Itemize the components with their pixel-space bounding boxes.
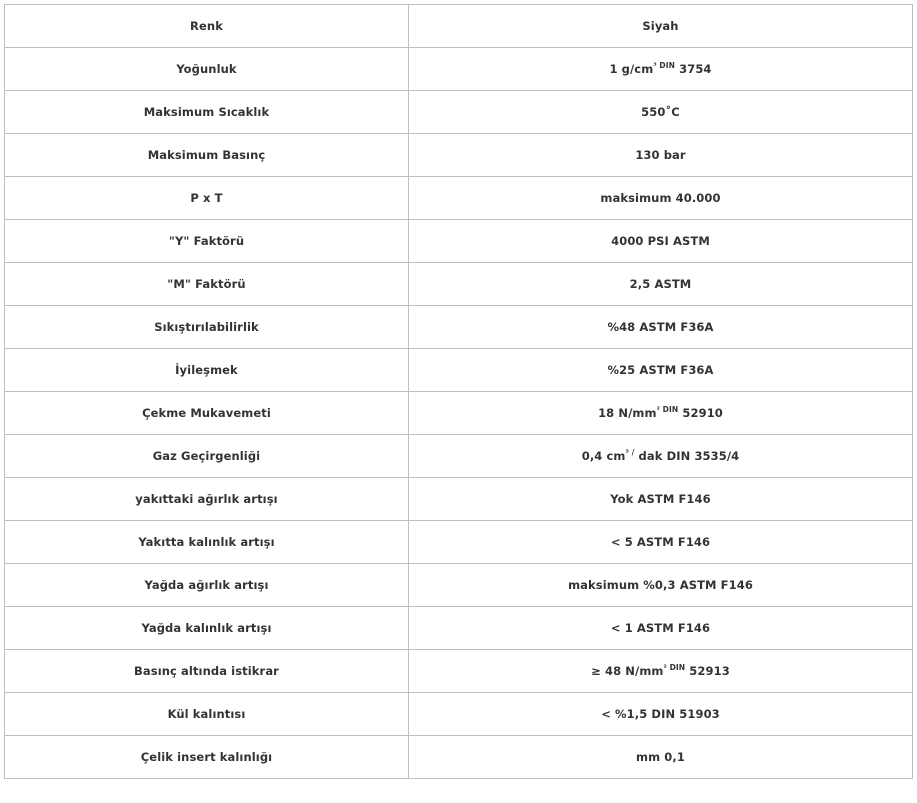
row-label: İyileşmek <box>5 349 409 392</box>
row-value: < 1 ASTM F146 <box>409 607 913 650</box>
row-value: 4000 PSI ASTM <box>409 220 913 263</box>
table-row <box>5 91 913 134</box>
row-value: %25 ASTM F36A <box>409 349 913 392</box>
row-value: Yok ASTM F146 <box>409 478 913 521</box>
row-label: Sıkıştırılabilirlik <box>5 306 409 349</box>
row-value: ≥ 48 $N/mm^{^2 DIN}$ 52913 <box>409 650 913 693</box>
table-row <box>5 521 913 564</box>
row-value: 1 $g/cm^{^3 DIN}$ 3754 <box>409 48 913 91</box>
table-row <box>5 392 913 435</box>
row-value: Siyah <box>409 5 913 48</box>
row-label: Basınç altında istikrar <box>5 650 409 693</box>
table-row <box>5 177 913 220</box>
row-label: Kül kalıntısı <box>5 693 409 736</box>
table-row <box>5 607 913 650</box>
table-row <box>5 306 913 349</box>
row-label: Maksimum Basınç <box>5 134 409 177</box>
table-row <box>5 220 913 263</box>
table-row <box>5 650 913 693</box>
row-label: Yoğunluk <box>5 48 409 91</box>
row-label: Yağda kalınlık artışı <box>5 607 409 650</box>
table-row <box>5 736 913 779</box>
table-row <box>5 48 913 91</box>
table-row <box>5 435 913 478</box>
table-row <box>5 263 913 306</box>
row-label: Gaz Geçirgenliği <box>5 435 409 478</box>
row-value: 18 $N/mm^{^2 DIN}$ 52910 <box>409 392 913 435</box>
row-value: 550˚C <box>409 91 913 134</box>
table-row <box>5 564 913 607</box>
table-row <box>5 693 913 736</box>
row-label: Çelik insert kalınlığı <box>5 736 409 779</box>
row-value: 0,4 $cm^{^3 /}$ dak DIN 3535/4 <box>409 435 913 478</box>
row-value: 2,5 ASTM <box>409 263 913 306</box>
spec-table <box>4 4 913 779</box>
row-value: 130 bar <box>409 134 913 177</box>
row-label: Renk <box>5 5 409 48</box>
table-row <box>5 478 913 521</box>
table-row <box>5 349 913 392</box>
table-row <box>5 5 913 48</box>
table-row <box>5 134 913 177</box>
row-value: < 5 ASTM F146 <box>409 521 913 564</box>
row-value: maksimum 40.000 <box>409 177 913 220</box>
row-label: Maksimum Sıcaklık <box>5 91 409 134</box>
row-label: P x T <box>5 177 409 220</box>
row-value: < %1,5 DIN 51903 <box>409 693 913 736</box>
row-label: Yakıtta kalınlık artışı <box>5 521 409 564</box>
row-label: "M" Faktörü <box>5 263 409 306</box>
row-label: "Y" Faktörü <box>5 220 409 263</box>
row-label: Yağda ağırlık artışı <box>5 564 409 607</box>
row-value: %48 ASTM F36A <box>409 306 913 349</box>
row-label: yakıttaki ağırlık artışı <box>5 478 409 521</box>
row-value: mm 0,1 <box>409 736 913 779</box>
row-value: maksimum %0,3 ASTM F146 <box>409 564 913 607</box>
row-label: Çekme Mukavemeti <box>5 392 409 435</box>
